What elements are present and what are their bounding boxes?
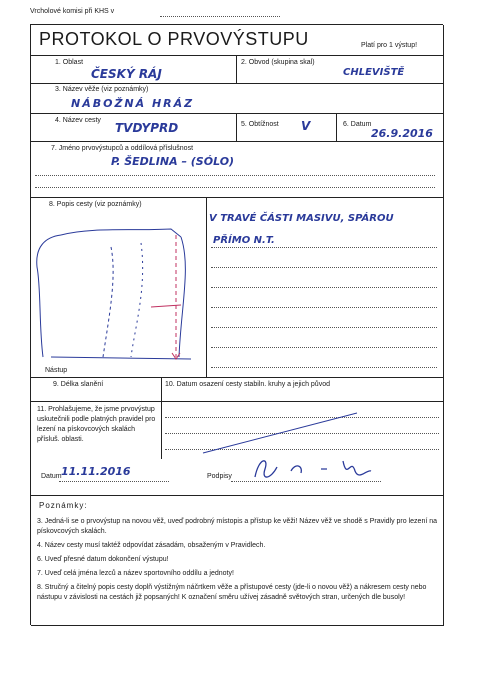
field-2-label: 2. Obvod (skupina skal)	[241, 59, 315, 66]
field-9-label: 9. Délka slanění	[53, 381, 104, 388]
committee-label: Vrcholové komisi při KHS v	[30, 8, 115, 15]
field-2-value: CHLEVIŠTĚ	[343, 67, 405, 78]
sketch-crack-2	[131, 243, 143, 357]
field-5-label: 5. Obtížnost	[241, 121, 279, 128]
note-item: 3. Jedná-li se o prvovýstup na novou věž, uveď podrobný místopis a přístup ke věži! Název věž ve shodě s Pravidly pro lezení na pískovcových skalách.	[37, 518, 438, 535]
field-7-label: 7. Jméno prvovýstupců a oddílová příslušnost	[51, 145, 194, 152]
field-8-value-line1: V TRAVÉ ČÁSTI MASIVU, SPÁROU	[209, 213, 394, 224]
date-label: Datum	[41, 473, 62, 480]
field-1-label: 1. Oblast	[55, 59, 84, 66]
strikeout-line	[201, 407, 361, 457]
sketch-ground	[51, 357, 191, 359]
field-8-value-line2: PŘÍMO N.T.	[213, 235, 275, 246]
committee-line	[160, 16, 280, 17]
sketch-outline-right	[179, 237, 185, 357]
field-5-value: V	[301, 119, 311, 133]
sketch-outline-left	[37, 235, 61, 357]
copies-note: Platí pro 1 výstup!	[361, 42, 418, 49]
field-4-value: TVDYPRD	[115, 121, 179, 135]
note-item: 8. Stručný a čitelný popis cesty doplň výstižným náčrtkem věže a přístupové cesty (jde-li o novou věž) a nákresem cesty nebo nástupu v závislosti na cestách již popsaných! K označení směru užívej zásadně světových stran, určených dle busoly!	[37, 584, 427, 601]
sketch-crack	[103, 247, 113, 357]
field-11-label: 11. Prohlašujeme, že jsme prvovýstup uskutečnili podle platných pravidel pro lezení na pískovcových skalách přísluš. oblasti.	[37, 406, 156, 443]
note-item: 6. Uveď přesné datum dokončení výstupu!	[37, 556, 169, 563]
date-value: 11.11.2016	[61, 465, 131, 478]
field-4-label: 4. Název cesty	[55, 117, 101, 124]
notes-heading: Poznámky:	[39, 501, 88, 510]
field-1-value: ČESKÝ RÁJ	[91, 67, 162, 81]
protocol-form	[30, 24, 443, 625]
note-item: 4. Název cesty musí taktéž odpovídat zásadám, obsaženým v Pravidlech.	[37, 542, 266, 549]
field-8-label: 8. Popis cesty (viz poznámky)	[49, 201, 142, 208]
field-6-label: 6. Datum	[343, 121, 372, 128]
page-title: PROTOKOL O PRVOVÝSTUPU	[39, 29, 309, 49]
sketch-outline-top	[61, 229, 181, 237]
signature-label: Podpisy	[207, 473, 232, 480]
field-7-value: P. ŠEDLINA – (SÓLO)	[111, 155, 235, 168]
field-6-value: 26.9.2016	[371, 127, 433, 140]
route-sketch	[31, 207, 207, 377]
signature-image	[251, 453, 391, 483]
field-10-label: 10. Datum osazení cesty stabiln. kruhy a jejich původ	[165, 381, 330, 388]
start-label: Nástup	[45, 367, 68, 374]
field-3-label: 3. Název věže (viz poznámky)	[55, 86, 149, 93]
field-3-value: NÁBOŽNÁ HRÁZ	[71, 97, 195, 110]
notes-list	[37, 517, 437, 603]
note-item: 7. Uveď celá jména lezců a název sportovního oddílu a jednoty!	[37, 570, 234, 577]
